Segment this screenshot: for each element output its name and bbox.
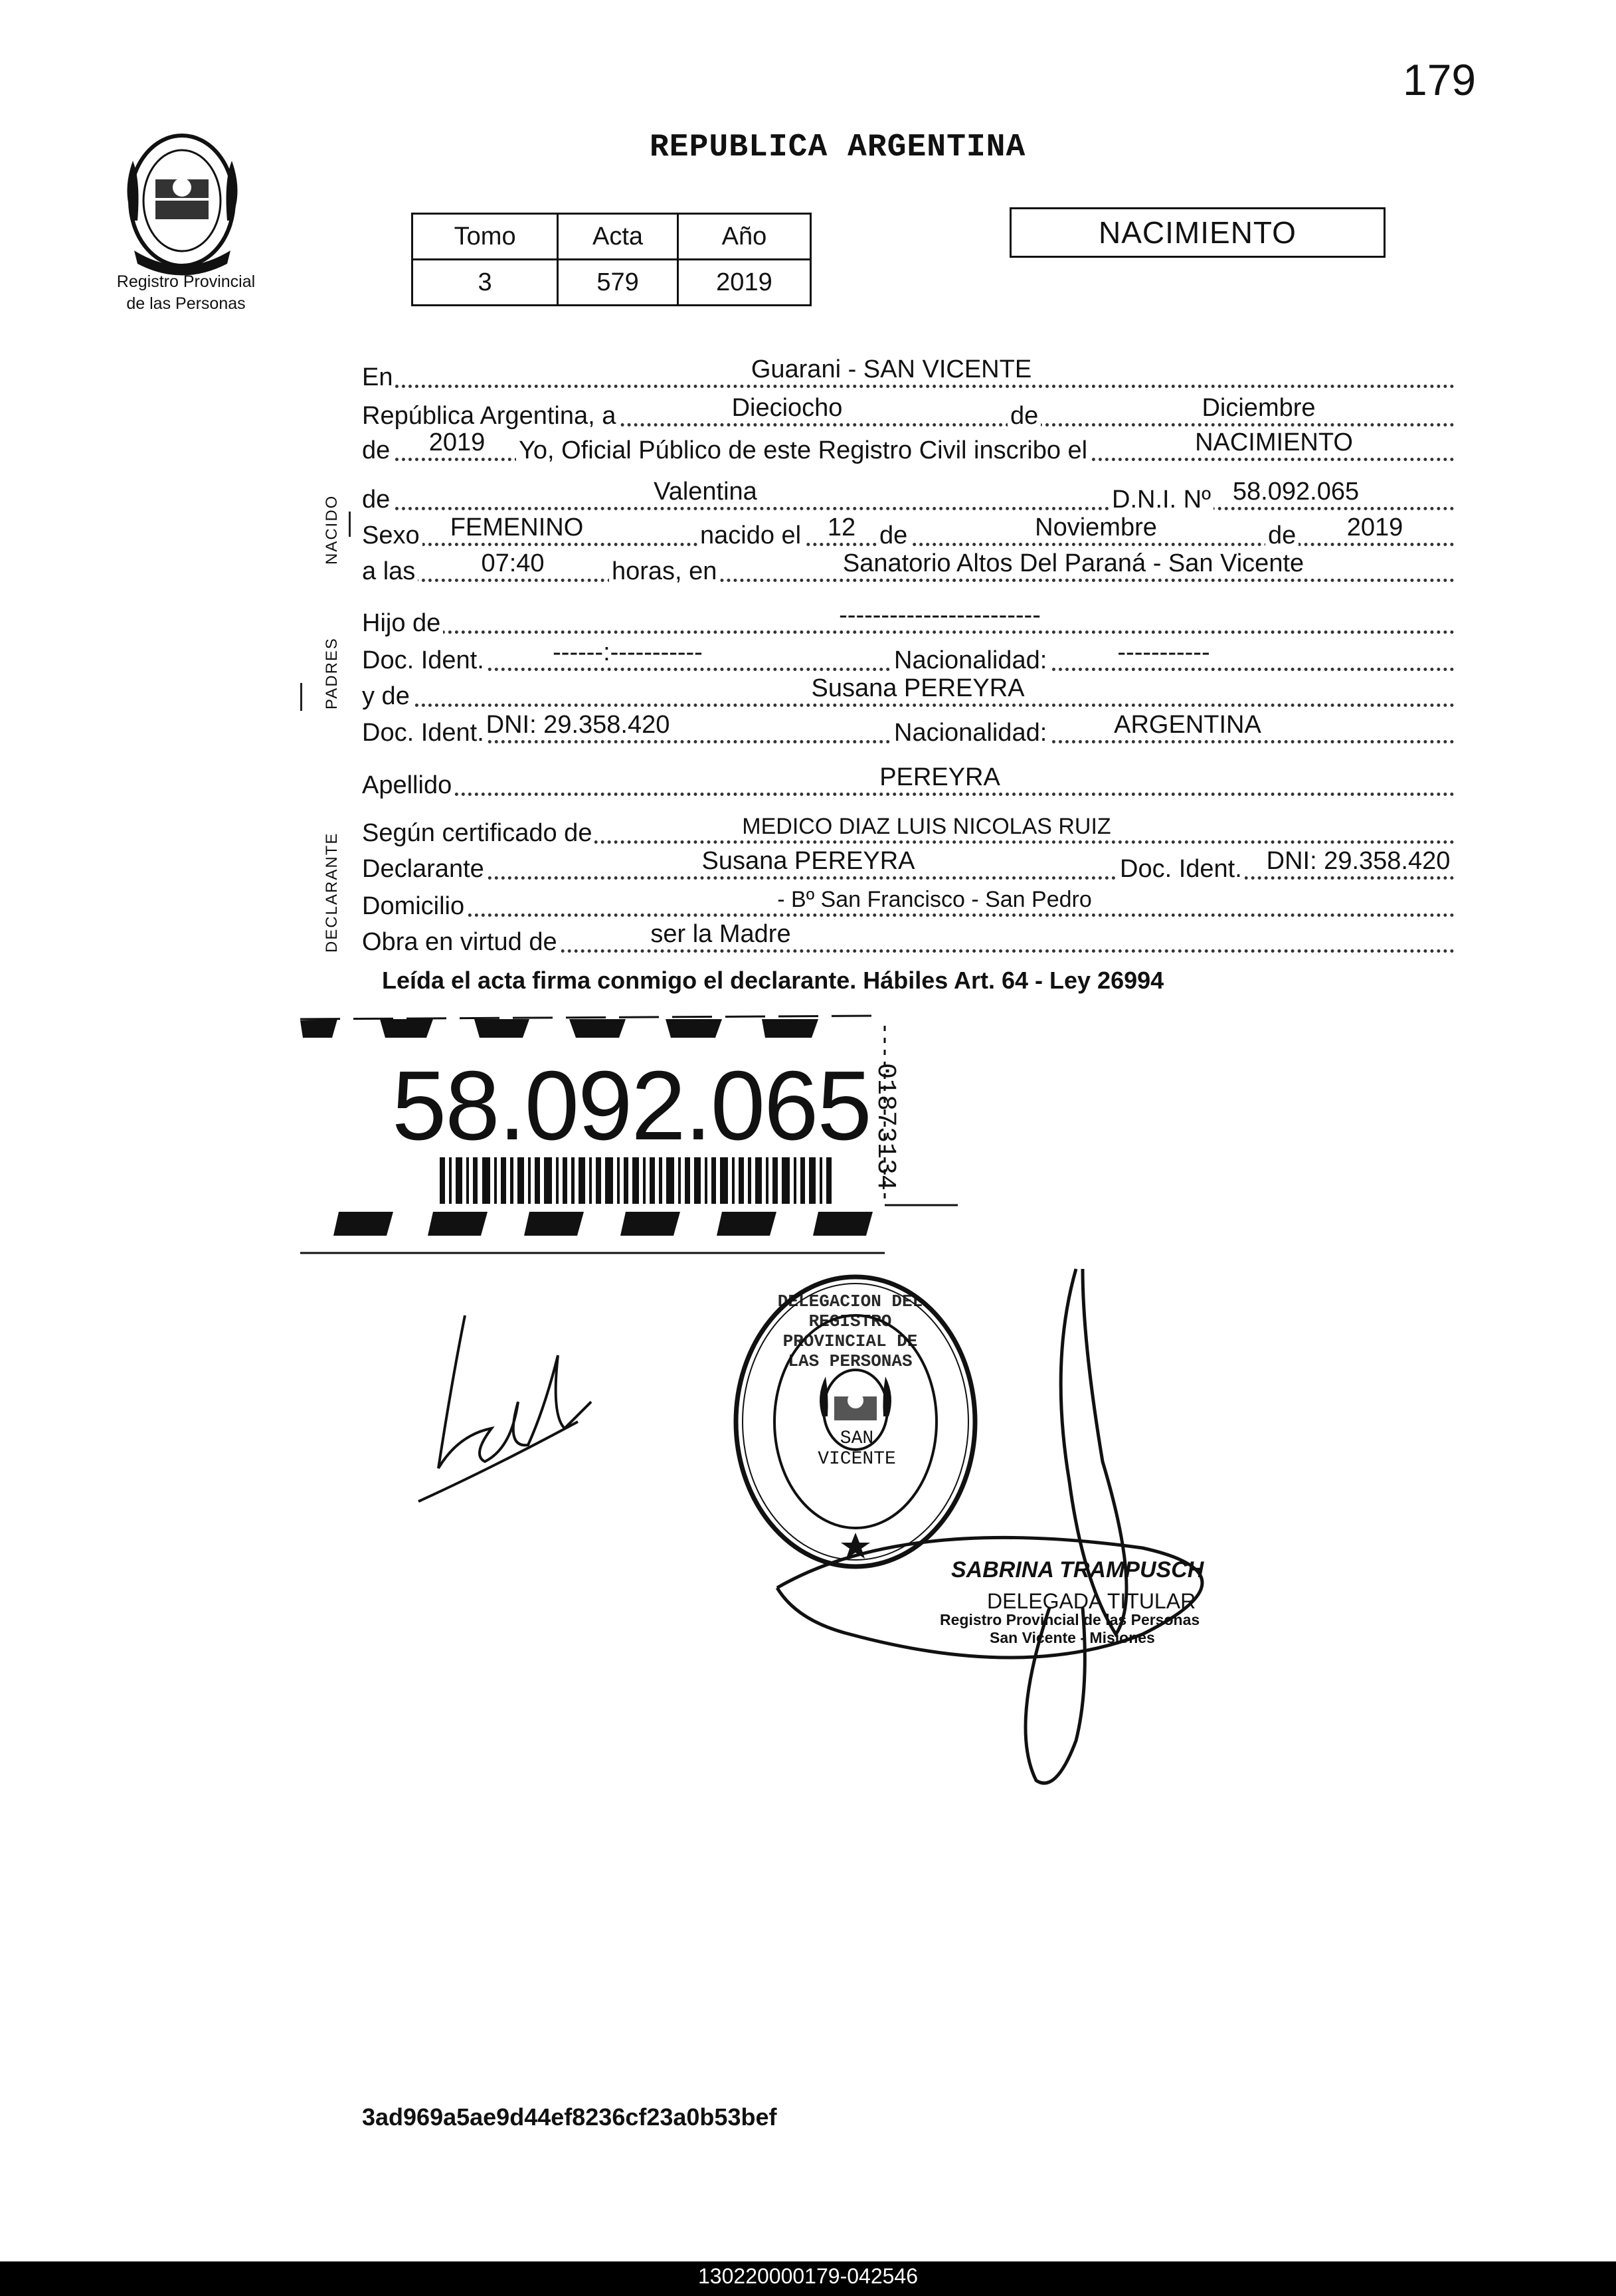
side-label-declarante: DECLARANTE	[323, 832, 341, 953]
header-acta: Acta	[558, 214, 678, 260]
registrar-signature	[770, 1262, 1262, 1794]
signer-name: SABRINA TRAMPUSCH	[951, 1557, 1204, 1582]
month-words-value: Diciembre	[1202, 394, 1316, 422]
header-tomo: Tomo	[412, 214, 558, 260]
row-father-doc: Doc. Ident. Nacionalidad: ------:----------- -----------	[362, 640, 1455, 679]
surname-value: PEREYRA	[879, 763, 1000, 791]
mother-name-value: Susana PEREYRA	[811, 674, 1025, 702]
logo-caption: Registro Provincial de las Personas	[116, 272, 256, 313]
province-seal-logo	[114, 121, 250, 277]
declarant-signature	[412, 1302, 611, 1515]
father-name-value: ------------------------	[839, 601, 1041, 629]
signer-location: San Vicente - Misiones	[990, 1629, 1155, 1646]
row-reason: Obra en virtud de ser la Madre	[362, 922, 1455, 961]
row-place: En Guarani - SAN VICENTE	[362, 357, 1455, 396]
father-doc-value: ------:-----------	[553, 638, 703, 666]
inscription-type-value: NACIMIENTO	[1195, 429, 1353, 456]
signer-office: Registro Provincial de las Personas	[940, 1611, 1200, 1628]
row-time-place: a las horas, en 07:40 Sanatorio Altos Del Paraná - San Vicente	[362, 551, 1455, 590]
inscription-year-value: 2019	[428, 429, 486, 456]
section-marker	[349, 512, 351, 537]
row-declarant: Declarante Doc. Ident. Susana PEREYRA DNI: 29.358.420	[362, 849, 1455, 888]
stamp-center-text: SAN VICENTE	[818, 1428, 896, 1470]
birth-place-value: Sanatorio Altos Del Paraná - San Vicente	[842, 549, 1304, 577]
mother-doc-value: DNI: 29.358.420	[486, 711, 670, 739]
row-address: Domicilio - Bº San Francisco - San Pedro	[362, 886, 1455, 925]
record-type-box: NACIMIENTO	[1010, 207, 1386, 258]
certificate-value: MEDICO DIAZ LUIS NICOLAS RUIZ	[742, 814, 1111, 839]
footer-code: 130220000179-042546	[698, 2264, 918, 2288]
barcode	[440, 1157, 832, 1204]
row-mother-doc: Doc. Ident. Nacionalidad: DNI: 29.358.420 ARGENTINA	[362, 713, 1455, 751]
page-number: 179	[1403, 55, 1477, 104]
father-nationality-value: -----------	[1117, 638, 1210, 666]
row-surname: Apellido PEREYRA	[362, 765, 1455, 804]
acta-reference-table	[411, 213, 812, 306]
signer-role: DELEGADA TITULAR	[987, 1589, 1196, 1613]
section-marker	[300, 683, 302, 711]
birth-day-value: 12	[827, 514, 856, 541]
value-acta: 579	[558, 260, 678, 306]
place-value: Guarani - SAN VICENTE	[751, 355, 1032, 383]
sex-value: FEMENINO	[450, 514, 584, 541]
birth-month-value: Noviembre	[1035, 514, 1157, 541]
row-certificate: Según certificado de MEDICO DIAZ LUIS NICOLAS RUIZ	[362, 813, 1455, 852]
mother-nationality-value: ARGENTINA	[1114, 711, 1261, 739]
dni-value: 58.092.065	[1232, 478, 1360, 506]
day-words-value: Dieciocho	[731, 394, 843, 422]
reason-value: ser la Madre	[650, 920, 791, 948]
value-anio: 2019	[677, 260, 810, 306]
row-mother: y de Susana PEREYRA	[362, 676, 1455, 715]
side-label-padres: PADRES	[323, 637, 341, 710]
birth-time-value: 07:40	[481, 549, 545, 577]
name-value: Valentina	[654, 478, 757, 506]
document-heading: REPUBLICA ARGENTINA	[650, 130, 1026, 165]
closing-statement: Leída el acta firma conmigo el declarante. Hábiles Art. 64 - Ley 26994	[382, 967, 1164, 994]
header-anio: Año	[677, 214, 810, 260]
value-tomo: 3	[412, 260, 558, 306]
side-label-nacido: NACIDO	[323, 494, 341, 565]
stamp-ring-text: DELEGACION DEL REGISTRO PROVINCIAL DE LAS PERSONAS	[777, 1292, 923, 1371]
declarant-doc-value: DNI: 29.358.420	[1266, 847, 1451, 875]
row-father: Hijo de ------------------------	[362, 603, 1455, 642]
row-date: República Argentina, a de Dieciocho Diciembre	[362, 396, 1455, 434]
row-name: de D.N.I. Nº Valentina 58.092.065	[362, 480, 1455, 518]
declarant-name-value: Susana PEREYRA	[701, 847, 915, 875]
birth-year-value: 2019	[1346, 514, 1403, 541]
dni-sticker-number: 58.092.065	[392, 1051, 871, 1161]
document-hash: 3ad969a5ae9d44ef8236cf23a0b53bef	[362, 2103, 777, 2131]
address-value: - Bº San Francisco - San Pedro	[777, 887, 1092, 912]
row-inscription: de Yo, Oficial Público de este Registro Civil inscribo el 2019 NACIMIENTO	[362, 430, 1455, 469]
row-sex-birth: Sexo nacido el de de FEMENINO 12 Noviembre 2019	[362, 516, 1455, 554]
sticker-serial: 01873134	[870, 1063, 900, 1191]
